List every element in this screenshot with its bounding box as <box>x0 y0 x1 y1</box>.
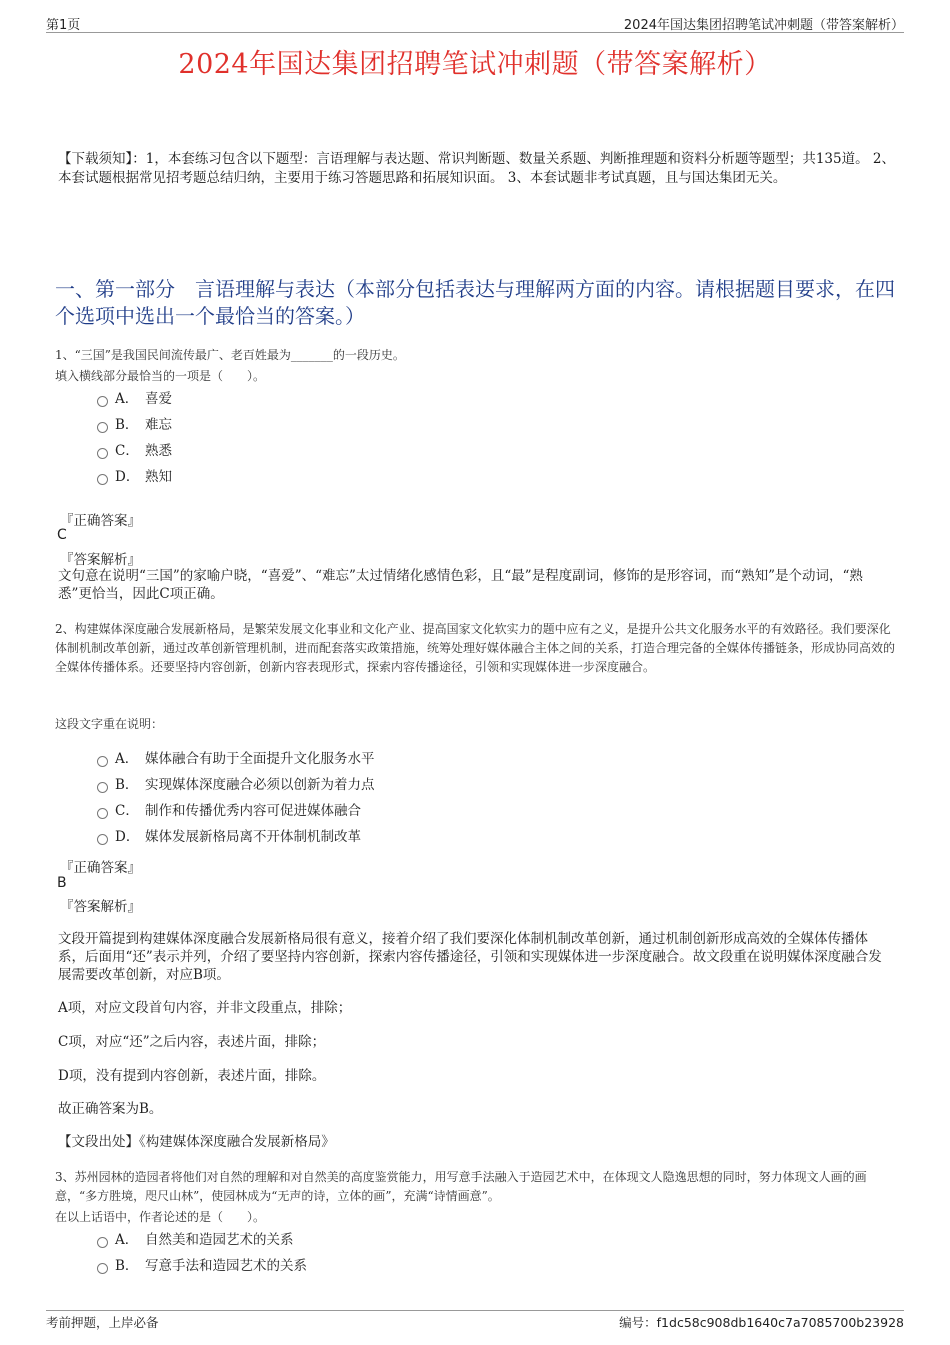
q3-option-a[interactable]: A． 自然美和造园艺术的关系 <box>97 1230 294 1250</box>
radio-icon[interactable] <box>97 396 108 407</box>
q2-analysis: 文段开篇提到构建媒体深度融合发展新格局很有意义，接着介绍了我们要深化体制机制改革创新，通过机制创新形成高效的全媒体传播体系，后面用“还”表示并列，介绍了要坚持内容创新，探索内容传播途径，引领和实现媒体进一步深度融合。故文段重在说明媒体深度融合发展需要改革创新，对应B项。 <box>58 931 882 983</box>
q1-stem: 1、“三国”是我国民间流传最广、老百姓最为_______的一段历史。 <box>55 348 405 362</box>
q2-option-d[interactable]: D． 媒体发展新格局离不开体制机制改革 <box>97 827 361 847</box>
q3-stem: 3、苏州园林的造园者将他们对自然的理解和对自然美的高度鉴赏能力，用写意手法融入于造园艺术中，在体现文人隐逸思想的同时，努力体现文人画的画意，“多方胜境，咫尺山林”，使园林成为“无声的诗，立体的画”，充满“诗情画意”。 <box>55 1170 867 1203</box>
radio-icon[interactable] <box>97 782 108 793</box>
footer-divider <box>46 1310 904 1311</box>
q1-analysis-label: 『答案解析』 <box>60 552 141 568</box>
section-heading: 一、第一部分 言语理解与表达（本部分包括表达与理解两方面的内容。请根据题目要求，在四个选项中选出一个最恰当的答案。） <box>55 277 895 328</box>
radio-icon[interactable] <box>97 756 108 767</box>
q2-option-a[interactable]: A． 媒体融合有助于全面提升文化服务水平 <box>97 749 375 769</box>
radio-icon[interactable] <box>97 1263 108 1274</box>
q2-source: 【文段出处】《构建媒体深度融合发展新格局》 <box>58 1134 335 1150</box>
q1-option-b[interactable]: B． 难忘 <box>97 415 172 435</box>
q2-option-c[interactable]: C． 制作和传播优秀内容可促进媒体融合 <box>97 801 361 821</box>
q2-option-b[interactable]: B． 实现媒体深度融合必须以创新为着力点 <box>97 775 375 795</box>
q1-correct-label: 『正确答案』 <box>60 513 141 529</box>
q2-stem: 2、构建媒体深度融合发展新格局，是繁荣发展文化事业和文化产业、提高国家文化软实力的题中应有之义，是提升公共文化服务水平的有效路径。我们要深化体制机制改革创新，通过改革创新管理机制，进而配套落实政策措施，统筹处理好媒体融合主体之间的关系，打造合理完备的全媒体传播链条，形成协同高效的全媒体传播体系。还要坚持内容创新，创新内容表现形式，探索内容传播途径，引领和实现媒体进一步深度融合。 <box>55 622 896 674</box>
footer-slogan: 考前押题，上岸必备 <box>46 1315 159 1330</box>
header-divider <box>46 32 904 33</box>
radio-icon[interactable] <box>97 808 108 819</box>
radio-icon[interactable] <box>97 422 108 433</box>
radio-icon[interactable] <box>97 448 108 459</box>
q2-note-d: D项，没有提到内容创新，表述片面，排除。 <box>58 1068 326 1084</box>
q2-analysis-label: 『答案解析』 <box>60 899 141 915</box>
page-title: 2024年国达集团招聘笔试冲刺题（带答案解析） <box>178 49 772 80</box>
q2-answer: B <box>57 875 67 891</box>
q2-note-c: C项，对应“还”之后内容，表述片面，排除； <box>58 1034 326 1050</box>
q2-correct-label: 『正确答案』 <box>60 860 141 876</box>
q1-option-a[interactable]: A． 喜爱 <box>97 389 172 409</box>
q1-option-c[interactable]: C． 熟悉 <box>97 441 172 461</box>
q1-option-d[interactable]: D． 熟知 <box>97 467 172 487</box>
download-notice: 【下载须知】：1，本套练习包含以下题型：言语理解与表达题、常识判断题、数量关系题、判断推理题和资料分析题等题型；共135道。 2、本套试题根据常见招考题总结归纳，主要用于练习答题思路和拓展知识面。 3、本套试题非考试真题，且与国达集团无关。 <box>58 151 895 186</box>
footer-doc-id: 编号：f1dc58c908db1640c7a7085700b23928 <box>619 1315 904 1330</box>
q1-prompt: 填入横线部分最恰当的一项是（ ）。 <box>55 369 266 383</box>
page-number: 第1页 <box>46 18 81 33</box>
q2-prompt: 这段文字重在说明： <box>55 717 164 731</box>
radio-icon[interactable] <box>97 834 108 845</box>
q2-note-a: A项，对应文段首句内容，并非文段重点，排除； <box>58 1000 352 1016</box>
q1-analysis: 文句意在说明“三国”的家喻户晓，“喜爱”、“难忘”太过情绪化感情色彩，且“最”是程度副词，修饰的是形容词，而“熟知”是个动词，“熟悉”更恰当，因此C项正确。 <box>58 568 863 602</box>
radio-icon[interactable] <box>97 474 108 485</box>
q2-final-answer: 故正确答案为B。 <box>58 1101 163 1117</box>
q1-answer: C <box>57 527 67 543</box>
running-header-title: 2024年国达集团招聘笔试冲刺题（带答案解析） <box>623 18 904 33</box>
radio-icon[interactable] <box>97 1237 108 1248</box>
q3-prompt: 在以上话语中，作者论述的是（ ）。 <box>55 1210 266 1224</box>
q3-option-b[interactable]: B． 写意手法和造园艺术的关系 <box>97 1256 307 1276</box>
